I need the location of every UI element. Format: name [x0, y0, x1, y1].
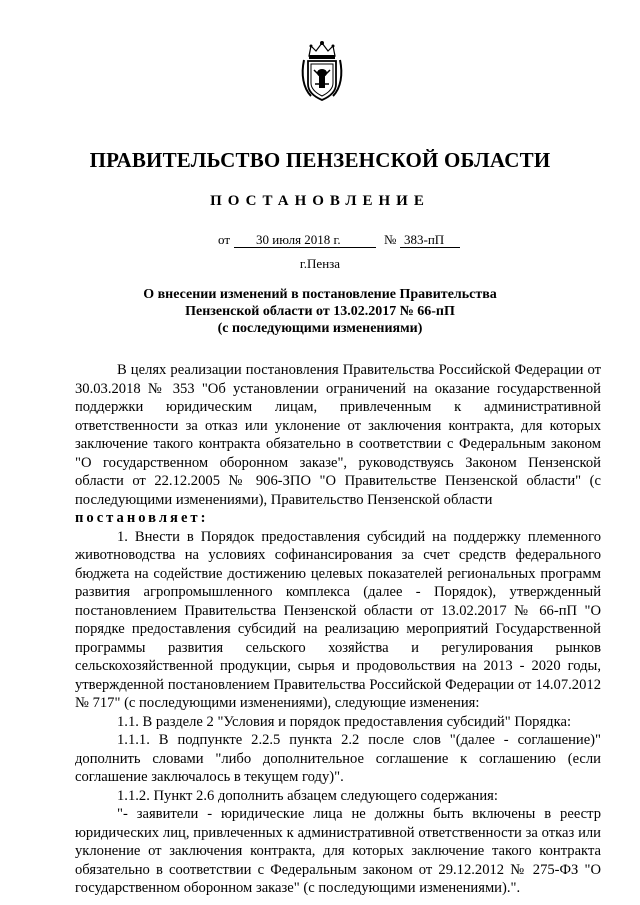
coat-of-arms-emblem [299, 40, 345, 102]
item-1-1-2-paragraph: 1.1.2. Пункт 2.6 дополнить абзацем следующего содержания: [117, 787, 498, 804]
document-number: 383-пП [404, 232, 445, 247]
item-1-1-1-paragraph: 1.1.1. В подпункте 2.2.5 пункта 2.2 после слов "(далее - соглашение)" дополнить словами "либо дополнительное соглашение к соглашению (если соглашение заключалось в текущем году)". [75, 732, 601, 785]
city: г.Пенза [299, 256, 341, 271]
subject-line-2: Пензенской области от 13.02.2017 № 66-пП [185, 304, 455, 319]
subject-line-3: (с последующими изменениями) [217, 321, 423, 336]
item-1-paragraph: 1. Внести в Порядок предоставления субсидий на поддержку племенного животноводства на условиях софинансирования за счет средств федерального бюджета на содействие достижению целевых показателей региональных программ развития агропромышленного комплекса (далее - Порядок), утвержденный постановлением Правительства Пензенской области от 13.02.2017 № 66-пП "О порядке предоставления субсидий на реализацию мероприятий Государственной программы развития сельского хозяйства и регулирования рынков сельскохозяйственной продукции, сырья и продовольствия на 2013 - 2020 годы, утвержденной постановлением Правительства Российской Федерации от 14.07.2012 № 717" (с последующими изменениями), следующие изменения: [75, 528, 601, 711]
item-1-1-paragraph: 1.1. В разделе 2 "Условия и порядок предоставления субсидий" Порядка: [117, 713, 571, 730]
number-prefix: № [384, 232, 397, 247]
quoted-amendment-paragraph: "- заявители - юридические лица не должны быть включены в реестр юридических лиц, привлеченных к административной ответственности за отказ или уклонение от заключения контракта, для которых заключение такого контракта обязательно в соответствии с Федеральным законом от 29.12.2012 № 275-ФЗ "О государственном оборонном заказе" (с последующими изменениями).". [75, 806, 601, 896]
document-subject [0, 286, 640, 337]
date-prefix: от [218, 232, 231, 247]
document-type: ПОСТАНОВЛЕНИЕ [210, 193, 430, 209]
document-body [75, 361, 601, 898]
preamble-paragraph: В целях реализации постановления Правительства Российской Федерации от 30.03.2018 № 353 "Об установлении ограничений на оказание государственной поддержки юридическим лицам, привлеченным к административной ответственности за отказ или уклонение от заключения контракта, для которых заключение такого контракта обязательно в соответствии с Федеральным законом "О государственном оборонном заказе", руководствуясь Законом Пензенской области от 22.12.2005 № 906-ЗПО "О Правительстве Пензенской области" (с последующими изменениями), Правительство Пензенской области [75, 362, 601, 508]
resolves-word: постановляет: [75, 510, 209, 526]
document-date: 30 июля 2018 г. [256, 232, 341, 247]
government-title: ПРАВИТЕЛЬСТВО ПЕНЗЕНСКОЙ ОБЛАСТИ [89, 148, 551, 172]
subject-line-1: О внесении изменений в постановление Правительства [143, 287, 497, 302]
